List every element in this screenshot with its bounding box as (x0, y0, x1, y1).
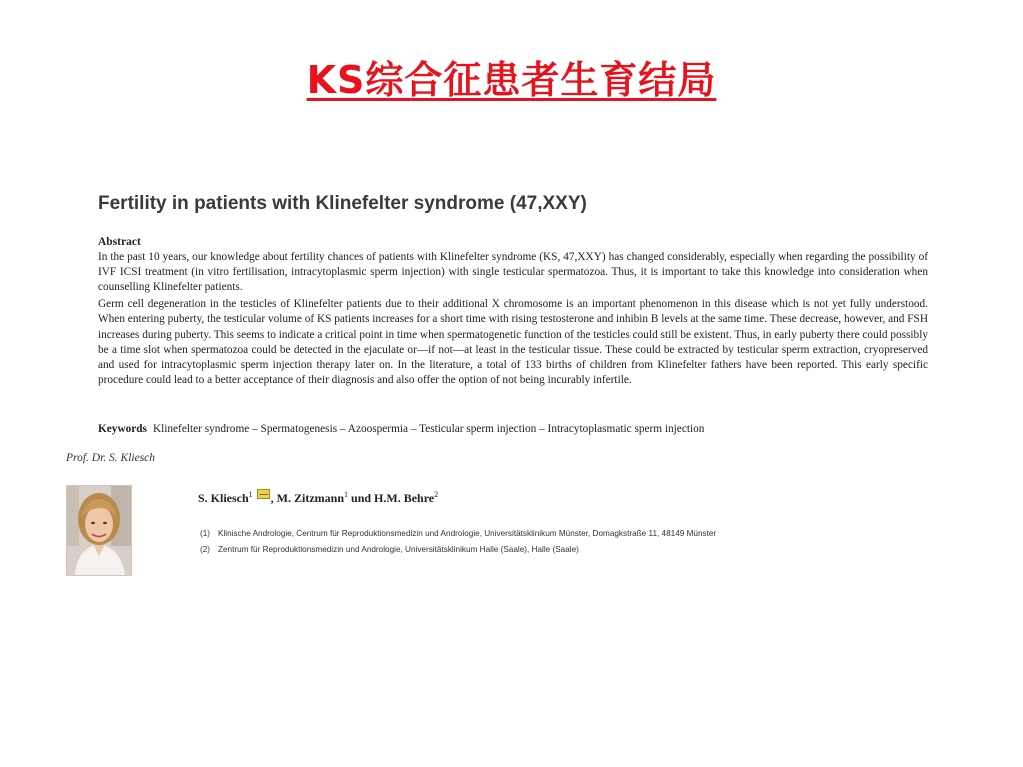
keywords-text: Klinefelter syndrome – Spermatogenesis – Azoospermia – Testicular sperm injection – Intracytoplasmatic sperm injection (152, 423, 705, 435)
envelope-icon[interactable] (257, 489, 270, 499)
affiliation-item (200, 542, 716, 558)
abstract-paragraph-1: In the past 10 years, our knowledge about fertility chances of patients with Klinefelter syndrome (KS, 47,XXY) has changed considerably, especially when regarding the possibility of IVF ICSI treatment (in vitro fertilisation, intracytoplasmic sperm injection) with single testicular spermatozoa. Thus, it is important to take this knowledge into consideration when counselling Klinefelter patients. (98, 251, 928, 294)
author-sup: 1 (344, 490, 349, 499)
affiliations (200, 526, 716, 558)
authors-line (198, 489, 438, 506)
keywords-label: Keywords (98, 423, 147, 435)
affiliation-item (200, 526, 716, 542)
portrait-image (67, 486, 131, 575)
abstract-paragraph-2: Germ cell degeneration in the testicles of Klinefelter patients due to their additional X chromosome is an important phenomenon in this disease which is not yet fully understood. When entering puberty, the testicular volume of KS patients increases for a short time with rising testosterone and inhibin B levels at the same time. These decrease, however, and FSH increases during puberty. This seems to indicate a critical point in time when spermatogenetic function of the testicles could still be existent. Thus, in early puberty there could possibly be a time slot when spermatozoa could be detected in the ejaculate or—if not—at least in the testicular tissue. These could be extracted by testicular sperm extraction, cryopreserved and used for intracytoplasmic sperm injection therapy later on. In the literature, a total of 133 births of children from Klinefelter fathers have been reported. This early specific procedure could lead to a better acceptance of their diagnosis and also offer the option of not being incurably infertile. (98, 298, 928, 386)
affiliation-number: (1) (200, 529, 211, 538)
author-kliesch[interactable]: S. Kliesch (198, 491, 249, 505)
author-behre[interactable]: und H.M. Behre (348, 491, 435, 505)
photo-caption: Prof. Dr. S. Kliesch (66, 452, 156, 464)
author-sup: 2 (434, 490, 439, 499)
abstract-block (98, 235, 928, 390)
affiliation-text: Zentrum für Reproduktionsmedizin und Andrologie, Universitätsklinikum Halle (Saale), Halle (Saale) (218, 545, 579, 554)
author-photo (66, 485, 132, 576)
author-zitzmann[interactable]: , M. Zitzmann (270, 491, 345, 505)
paper-title: Fertility in patients with Klinefelter syndrome (47,XXY) (98, 193, 587, 214)
slide-title: KS综合征患者生育结局 (306, 58, 717, 102)
author-sup: 1 (248, 490, 253, 499)
abstract-heading: Abstract (98, 236, 141, 248)
affiliation-text: Klinische Andrologie, Centrum für Reproduktionsmedizin und Andrologie, Universitätsklinikum Münster, Domagkstraße 11, 48149 Münster (218, 529, 717, 538)
keywords-line (98, 422, 928, 437)
affiliation-number: (2) (200, 545, 211, 554)
